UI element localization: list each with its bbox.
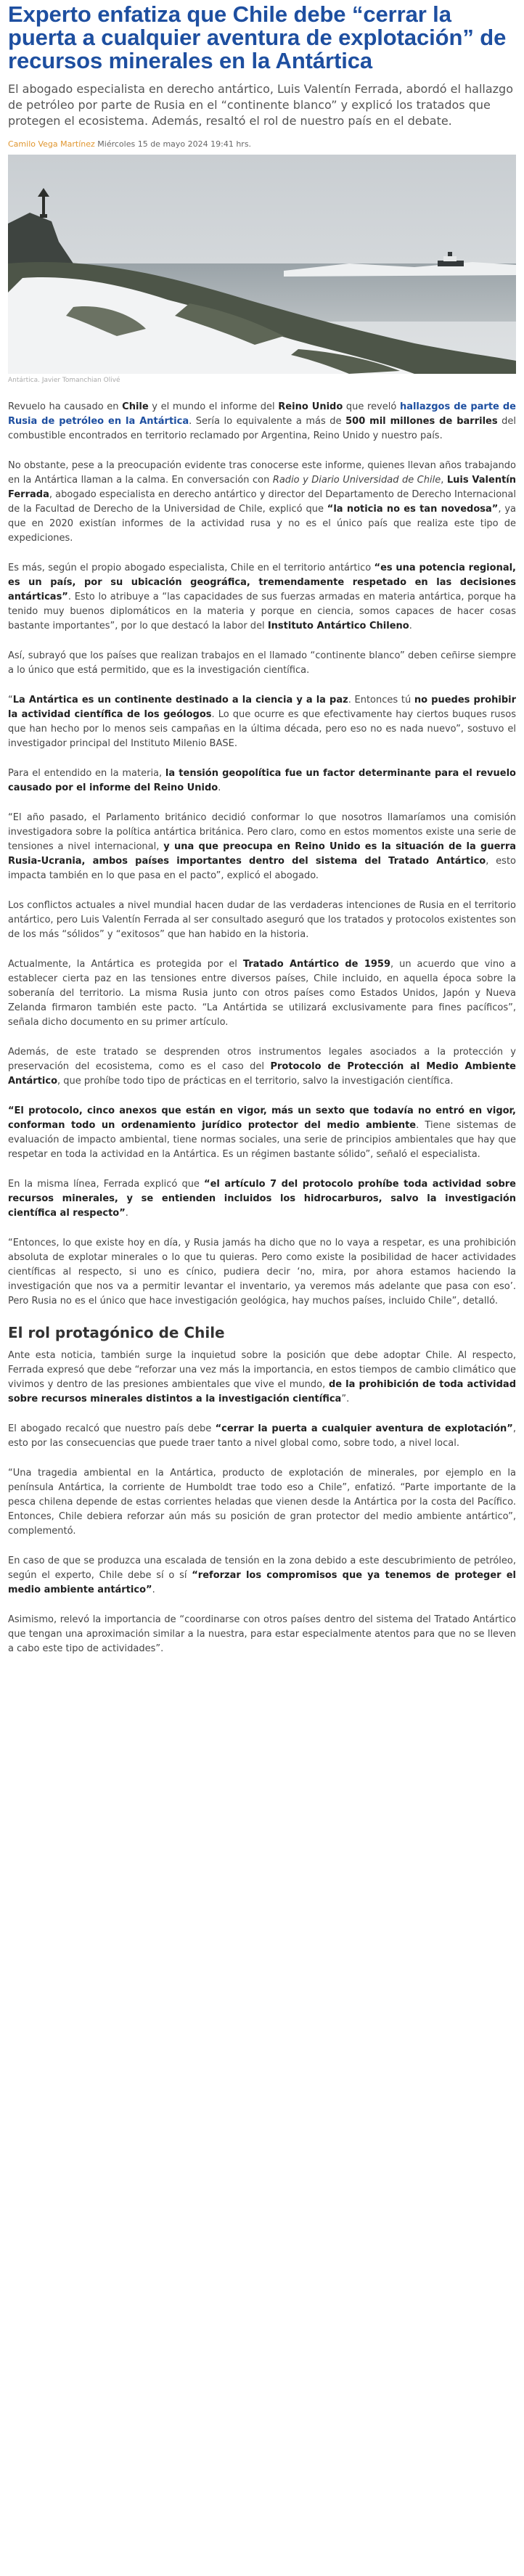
bold-text: la tensión geopolítica fue un factor determinante para el revuelo causado por el informe del Reino Unido — [8, 768, 516, 793]
bold-text: Reino Unido — [278, 401, 343, 412]
author-link[interactable]: Camilo Vega Martínez — [8, 139, 95, 149]
text-run: Los conflictos actuales a nivel mundial hacen dudar de las verdaderas intenciones de Rusia en el territorio antártico, pero Luis Valentín Ferrada al ser consultado aseguró que los tratados y protocolos existentes son de los más “sólidos” y “exitosos” que han habido en la historia. — [8, 900, 516, 940]
text-run: , ya que en 2020 existían informes de la actividad rusa y no es el único país que realiza este tipo de expediciones. — [8, 504, 516, 544]
bold-text: “El protocolo, cinco anexos que están en vigor, más un sexto que todavía no entró en vigor, conforman todo un ordenamiento jurídico protector del medio ambiente — [8, 1105, 516, 1131]
body-paragraph — [8, 1349, 516, 1407]
text-run: Así, subrayó que los países que realizan trabajos en el llamado “continente blanco” deben ceñirse siempre a lo único que está permitido, que es la investigación científica. — [8, 650, 516, 676]
bold-text: no puedes prohibir la actividad científica de los geólogos — [8, 695, 516, 720]
text-run: . — [152, 1585, 155, 1595]
bold-text: Protocolo de Protección al Medio Ambiente Antártico — [8, 1061, 516, 1087]
text-run: El abogado recalcó que nuestro país debe — [8, 1423, 216, 1434]
body-paragraph — [8, 1104, 516, 1162]
article-headline: Experto enfatiza que Chile debe “cerrar la puerta a cualquier aventura de explotación” de recursos minerales en la Antártica — [8, 1, 507, 73]
article-image — [8, 155, 516, 374]
publish-date: Miércoles 15 de mayo 2024 19:41 hrs. — [97, 139, 252, 149]
article-body — [8, 400, 516, 1309]
bold-text: Chile — [122, 401, 149, 412]
text-run: Es más, según el propio abogado especialista, Chile en el territorio antártico — [8, 563, 374, 573]
text-run: . Esto lo atribuye a “las capacidades de sus fuerzas armadas en materia antártica, porque ha tenido muy buenos diplomáticos en la materia y porque en ciencia, somos capaces de hacer cosas bastante importantes”, por lo que destacó la labor del — [8, 592, 516, 631]
section-body — [8, 1349, 516, 1656]
bold-text: 500 mil millones de barriles — [345, 416, 498, 427]
text-run: ”. — [341, 1394, 350, 1404]
body-paragraph — [8, 1177, 516, 1221]
text-run: , esto por las consecuencias que puede traer tanto a nivel global como, sobre todo, a nivel local. — [8, 1423, 516, 1449]
text-run: que reveló — [343, 401, 400, 412]
bold-text: Tratado Antártico de 1959 — [242, 959, 391, 970]
body-paragraph — [8, 1466, 516, 1539]
text-run: , esto impacta también en lo que pasa en el pacto”, explicó el abogado. — [8, 856, 517, 881]
text-run: Ante esta noticia, también surge la inquietud sobre la posición que debe adoptar Chile. Al respecto, Ferrada expresó que debe “reforzar una vez más la importancia, en estos tiempos de cambio climático que vivimos y dentro de las presiones ambientales que vive el mundo, — [8, 1350, 516, 1390]
bold-text: “cerrar la puerta a cualquier aventura de explotación” — [215, 1423, 513, 1434]
text-run: , — [441, 475, 447, 486]
body-paragraph — [8, 561, 516, 634]
text-run: del combustible encontrados en territorio reclamado por Argentina, Reino Unido y nuestro país. — [8, 416, 517, 441]
body-paragraph — [8, 1554, 516, 1598]
text-run: En caso de que se produzca una escalada de tensión en la zona debido a este descubrimiento de petróleo, según el experto, Chile debe sí o sí — [8, 1555, 516, 1581]
bold-text: “el artículo 7 del protocolo prohíbe toda actividad sobre recursos minerales, y se entienden incluidos los hidrocarburos, salvo la investigación científica al respecto” — [8, 1179, 516, 1219]
bold-text: y una que preocupa en Reino Unido es la situación de la guerra Rusia-Ucrania, ambos países importantes dentro del sistema del Tratado Antártico — [8, 841, 517, 867]
text-run: Además, de este tratado se desprenden otros instrumentos legales asociados a la protección y preservación del ecosistema, como es el caso del — [8, 1047, 516, 1072]
text-run: “Una tragedia ambiental en la Antártica, producto de explotación de minerales, por ejemplo en la península Antártica, la corriente de Humboldt trae todo eso a Chile”, enfatizó. “Parte importante de la pesca chilena depende de estas corrientes heladas que vienen desde la Antártica por la costa del Pacífico. Entonces, Chile debiera reforzar aún más su posición de gran protector del medio ambiente antártico”, complementó. — [8, 1468, 516, 1537]
bold-text: Instituto Antártico Chileno — [267, 621, 409, 631]
text-run: . Tiene sistemas de evaluación de impacto ambiental, tiene normas sociales, una serie de principios ambientales que hay que respetar en toda la actividad en la Antártica. Es un régimen bastante sólido”, señaló el especialista. — [8, 1120, 516, 1160]
text-run: . Lo que ocurre es que efectivamente hay ciertos buques rusos que han hecho por lo menos seis campañas en la última década, pero eso no es nada nuevo”, sostuvo el investigador principal del Instituto Milenio BASE. — [8, 709, 516, 749]
italic-text: Radio y Diario Universidad de Chile — [272, 475, 441, 486]
section-heading: El rol protagónico de Chile — [8, 1324, 225, 1341]
text-run: , un acuerdo que vino a establecer cierta paz en las tensiones entre diversos países, Chile incluido, en aquella época sobre la soberanía del territorio. La misma Rusia junto con otros países como Estados Unidos, Japón y Nueva Zelanda firmaron también este pacto. “La Antártida se utilizará exclusivamente para fines pacíficos”, señala dicho documento en su primer artículo. — [8, 959, 516, 1028]
text-run: “El año pasado, el Parlamento británico decidió conformar lo que nosotros llamaríamos una comisión investigadora sobre la política antártica británica. Pero claro, como en estos momentos existe una serie de tensiones a nivel internacional, — [8, 812, 516, 852]
article-subtitle: El abogado especialista en derecho antártico, Luis Valentín Ferrada, abordó el hallazgo de petróleo por parte de Rusia en el “continente blanco” y explicó los tratados que protegen el ecosistema. Además, resaltó el rol de nuestro país en el debate. — [8, 82, 513, 128]
body-paragraph — [8, 766, 516, 796]
text-run: . — [218, 782, 221, 793]
bold-text: “la noticia no es tan novedosa” — [327, 504, 499, 515]
body-paragraph — [8, 811, 516, 883]
antarctic-landscape-photo — [8, 155, 516, 374]
text-run: “Entonces, lo que existe hoy en día, y Rusia jamás ha dicho que no lo vaya a respetar, es una prohibición absoluta de explotar minerales o lo que tu quieras. Pero como existe la posibilidad de hacer actividades científicas al respecto, si uno es cínico, pudiera decir ‘no, mira, por ahora estamos haciendo la investigación que nos va a permitir levantar el inventario, ya veremos más adelante que pasa con eso’. Pero Rusia no es el único que hace investigación geológica, hay muchos países, incluido Chile”, detalló. — [8, 1238, 516, 1307]
text-run: Para el entendido en la materia, — [8, 768, 165, 779]
text-run: , que prohíbe todo tipo de prácticas en el territorio, salvo la investigación científica. — [57, 1076, 454, 1087]
text-run: En la misma línea, Ferrada explicó que — [8, 1179, 205, 1190]
bold-text: “es una potencia regional, es un país, por su ubicación geográfica, tremendamente respetado en las decisiones antárticas” — [8, 563, 516, 602]
bold-text: La Antártica es un continente destinado a la ciencia y a la paz — [12, 695, 348, 706]
text-run: , abogado especialista en derecho antártico y director del Departamento de Derecho Internacional de la Facultad de Derecho de la Universidad de Chile, explicó que — [8, 489, 516, 515]
byline — [8, 139, 516, 149]
body-paragraph — [8, 649, 516, 678]
text-run: Asimismo, relevó la importancia de “coordinarse con otros países dentro del sistema del Tratado Antártico que tengan una aproximación similar a la nuestra, para estar especialmente atentos para que no se lleven a cabo este tipo de actividades”. — [8, 1614, 516, 1654]
inline-link[interactable]: hallazgos de parte de Rusia de petróleo en la Antártica — [8, 401, 516, 427]
bold-text: Luis Valentín Ferrada — [8, 475, 516, 500]
body-paragraph — [8, 899, 516, 942]
text-run: . Entonces tú — [348, 695, 414, 706]
body-paragraph — [8, 957, 516, 1030]
body-paragraph — [8, 1236, 516, 1309]
body-paragraph — [8, 1422, 516, 1451]
text-run: “ — [8, 695, 13, 706]
bold-text: “reforzar los compromisos que ya tenemos de proteger el medio ambiente antártico” — [8, 1570, 516, 1595]
text-run: Revuelo ha causado en — [8, 401, 123, 412]
body-paragraph — [8, 1045, 516, 1089]
body-paragraph — [8, 400, 516, 443]
text-run: . — [125, 1208, 128, 1219]
text-run: Actualmente, la Antártica es protegida por el — [8, 959, 243, 970]
body-paragraph — [8, 1613, 516, 1656]
text-run: y el mundo el informe del — [148, 401, 279, 412]
image-caption: Antártica. Javier Tomanchian Olivé — [8, 377, 120, 384]
body-paragraph — [8, 693, 516, 751]
body-paragraph — [8, 459, 516, 546]
text-run: No obstante, pese a la preocupación evidente tras conocerse este informe, quienes llevan años trabajando en la Antártica llaman a la calma. En conversación con — [8, 460, 516, 486]
text-run: . — [409, 621, 412, 631]
text-run: . Sería lo equivalente a más de — [189, 416, 346, 427]
article — [8, 0, 516, 1680]
bold-text: de la prohibición de toda actividad sobre recursos minerales distintos a la investigación científica — [8, 1379, 516, 1404]
